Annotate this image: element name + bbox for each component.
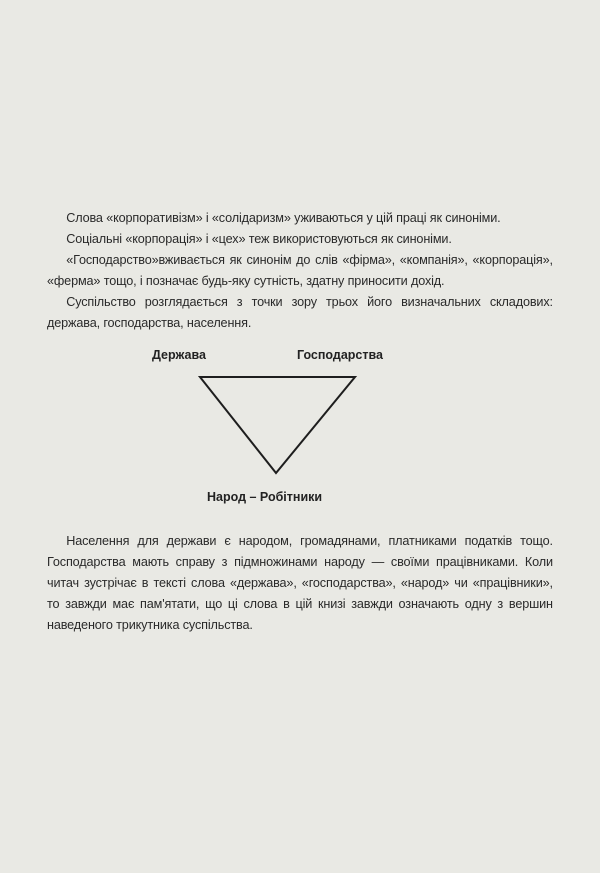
paragraph: Суспільство розглядається з точки зору трьох його визначальних складових: держава, господарства, населення. [47,294,553,330]
label-state: Держава [152,348,206,362]
paragraph: «Господарство»вживається як синонім до слів «фірма», «компанія», «корпорація», «ферма» тощо, і позначає будь-яку сутність, здатну приносити дохід. [47,252,553,288]
paragraph: Населення для держави є народом, громадянами, платниками податків тощо. Господарства мають справу з підмножинами народу — своїми працівниками. Коли читач зустрічає в тексті слова «держава», «господарства», «народ» чи «працівники», то завжди має пам'ятати, що ці слова в цій книзі завжди означають одну з вершин наведеного трикутника суспільства. [47,533,553,632]
label-businesses: Господарства [297,348,383,362]
paragraph: Слова «корпоративізм» і «солідаризм» уживаються у цій праці як синоніми. [66,210,501,225]
body-text [47,530,553,635]
label-people-workers: Народ – Робітники [207,490,323,504]
paragraph: Соціальні «корпорація» і «цех» теж використовуються як синоніми. [66,231,452,246]
